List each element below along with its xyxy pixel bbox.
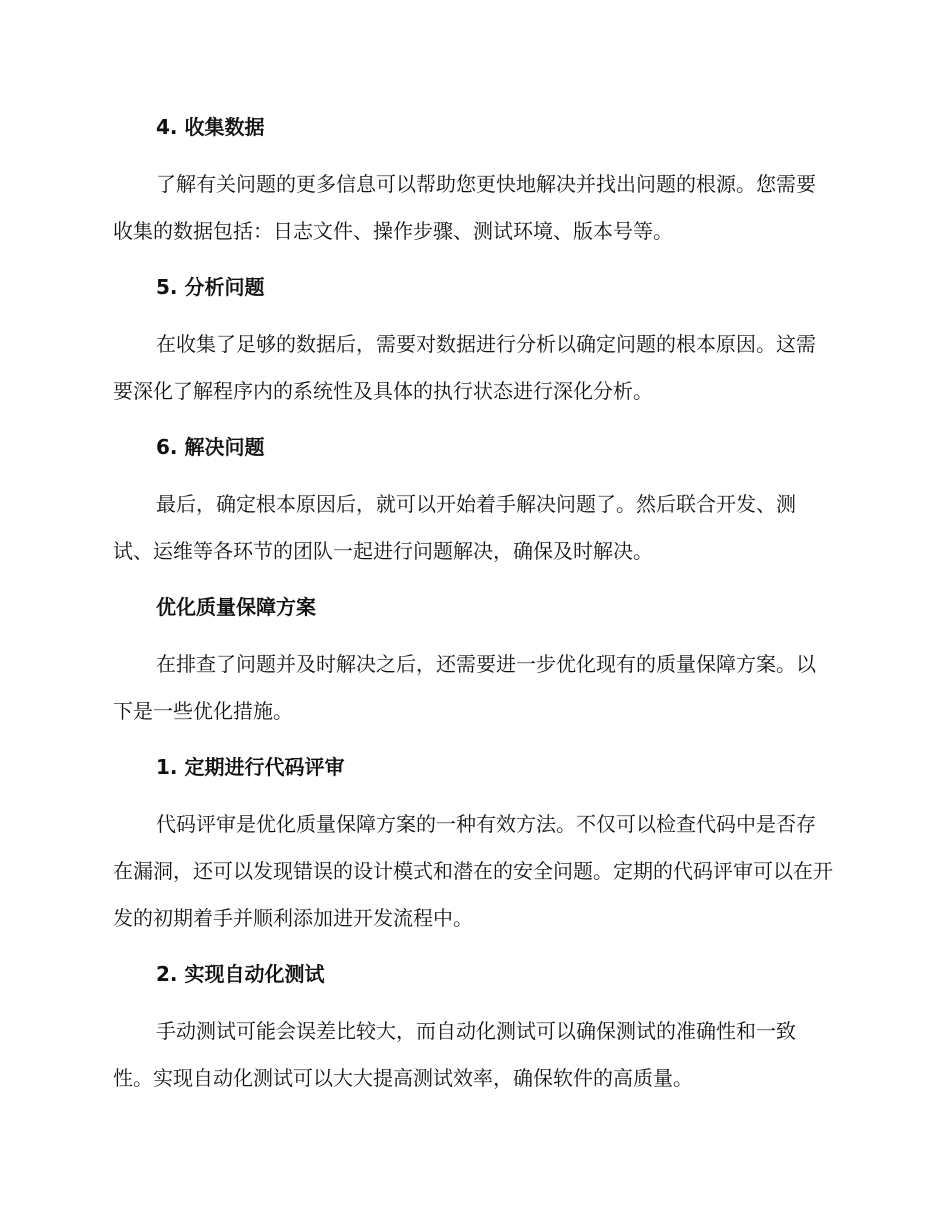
section-heading-code-review: 1. 定期进行代码评审 bbox=[156, 755, 345, 779]
section-heading-optimize-qa: 优化质量保障方案 bbox=[156, 595, 316, 619]
section-paragraph-collect-data: 了解有关问题的更多信息可以帮助您更快地解决并找出问题的根源。您需要收集的数据包括：日志文件、操作步骤、测试环境、版本号等。 bbox=[113, 172, 816, 243]
section-heading-collect-data: 4. 收集数据 bbox=[156, 115, 265, 139]
section-paragraph-optimize-qa: 在排查了问题并及时解决之后，还需要进一步优化现有的质量保障方案。以下是一些优化措施。 bbox=[113, 652, 816, 723]
section-heading-analyze-problem: 5. 分析问题 bbox=[156, 275, 265, 299]
section-heading-automated-testing: 2. 实现自动化测试 bbox=[156, 962, 325, 986]
section-paragraph-automated-testing: 手动测试可能会误差比较大，而自动化测试可以确保测试的准确性和一致性。实现自动化测试可以大大提高测试效率，确保软件的高质量。 bbox=[113, 1019, 796, 1090]
section-heading-solve-problem: 6. 解决问题 bbox=[156, 435, 265, 459]
section-paragraph-analyze-problem: 在收集了足够的数据后，需要对数据进行分析以确定问题的根本原因。这需要深化了解程序内的系统性及具体的执行状态进行深化分析。 bbox=[113, 332, 816, 403]
section-paragraph-code-review: 代码评审是优化质量保障方案的一种有效方法。不仅可以检查代码中是否存在漏洞，还可以发现错误的设计模式和潜在的安全问题。定期的代码评审可以在开发的初期着手并顺利添加进开发流程中。 bbox=[113, 812, 833, 930]
document-body bbox=[113, 112, 833, 1119]
section-paragraph-solve-problem: 最后，确定根本原因后，就可以开始着手解决问题了。然后联合开发、测试、运维等各环节的团队一起进行问题解决，确保及时解决。 bbox=[113, 492, 796, 563]
